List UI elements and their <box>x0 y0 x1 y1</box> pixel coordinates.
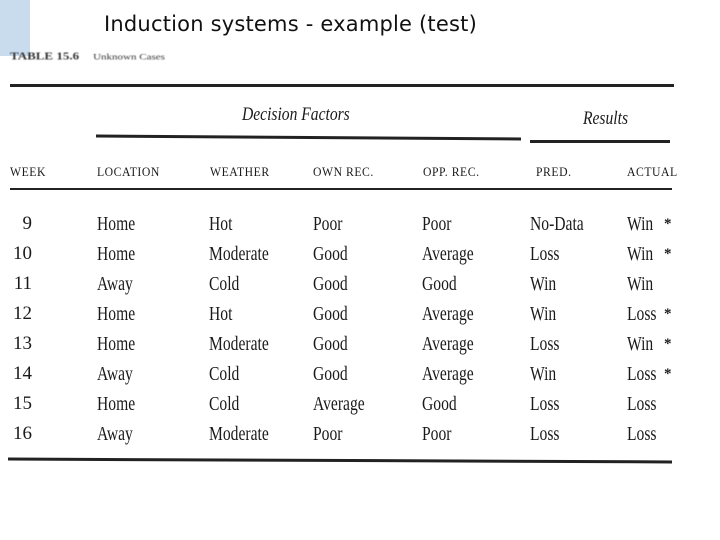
cell-actual: Win <box>627 213 654 235</box>
header-week: WEEK <box>10 164 46 179</box>
cell-actual: Loss <box>627 303 657 325</box>
header-location: LOCATION <box>97 164 160 179</box>
scanned-table <box>0 46 720 476</box>
cell-own-rec: Poor <box>313 423 343 445</box>
cell-actual: Win <box>627 333 654 355</box>
cell-location: Home <box>97 333 136 355</box>
header-weather: WEATHER <box>210 164 270 179</box>
table-caption-text: Unknown Cases <box>93 52 165 62</box>
cell-pred: Loss <box>530 333 560 355</box>
cell-own-rec: Poor <box>313 213 343 235</box>
cell-location: Home <box>97 393 136 415</box>
cell-week: 13 <box>13 333 32 354</box>
cell-weather: Cold <box>209 273 240 295</box>
cell-pred: Loss <box>530 393 560 415</box>
slide-title: Induction systems - example (test) <box>104 12 477 36</box>
cell-location: Away <box>97 273 133 295</box>
header-opp-rec: OPP. REC. <box>423 164 480 179</box>
cell-opp-rec: Average <box>422 333 474 355</box>
cell-pred: Loss <box>530 243 560 265</box>
mismatch-mark: * <box>664 306 672 322</box>
table-caption-label: TABLE 15.6 <box>10 50 80 62</box>
cell-pred: Win <box>530 273 557 295</box>
cell-own-rec: Good <box>313 243 348 265</box>
cell-actual: Loss <box>627 363 657 385</box>
cell-pred: Win <box>530 303 557 325</box>
cell-actual: Win <box>627 273 654 295</box>
cell-location: Home <box>97 303 136 325</box>
cell-actual: Loss <box>627 423 657 445</box>
cell-weather: Hot <box>209 213 233 235</box>
cell-actual: Win <box>627 243 654 265</box>
mismatch-mark: * <box>664 366 672 382</box>
cell-opp-rec: Good <box>422 273 457 295</box>
cell-own-rec: Average <box>313 393 365 415</box>
cell-opp-rec: Poor <box>422 213 452 235</box>
header-own-rec: OWN REC. <box>313 164 374 179</box>
cell-location: Away <box>97 423 133 445</box>
header-actual: ACTUAL <box>627 164 678 179</box>
cell-opp-rec: Average <box>422 303 474 325</box>
cell-weather: Moderate <box>209 423 269 445</box>
cell-opp-rec: Poor <box>422 423 452 445</box>
group-decision-factors: Decision Factors <box>242 104 350 125</box>
cell-weather: Cold <box>209 363 240 385</box>
top-rule <box>10 84 674 87</box>
cell-location: Away <box>97 363 133 385</box>
results-rule <box>530 140 670 143</box>
cell-week: 14 <box>13 363 32 384</box>
bottom-rule <box>8 458 672 464</box>
cell-opp-rec: Good <box>422 393 457 415</box>
mismatch-mark: * <box>664 246 672 262</box>
cell-week: 15 <box>13 393 32 414</box>
cell-weather: Cold <box>209 393 240 415</box>
cell-week: 12 <box>13 303 32 324</box>
cell-location: Home <box>97 243 136 265</box>
header-rule <box>10 188 672 190</box>
cell-location: Home <box>97 213 136 235</box>
mismatch-mark: * <box>664 216 672 232</box>
cell-pred: Win <box>530 363 557 385</box>
cell-actual: Loss <box>627 393 657 415</box>
cell-weather: Hot <box>209 303 233 325</box>
cell-week: 9 <box>22 213 32 234</box>
cell-weather: Moderate <box>209 333 269 355</box>
cell-own-rec: Good <box>313 303 348 325</box>
cell-week: 11 <box>13 273 32 294</box>
cell-pred: Loss <box>530 423 560 445</box>
header-pred: PRED. <box>536 164 572 179</box>
cell-own-rec: Good <box>313 273 348 295</box>
decision-rule <box>96 135 521 141</box>
cell-pred: No-Data <box>530 213 584 235</box>
cell-week: 16 <box>13 423 32 444</box>
group-results: Results <box>583 108 629 129</box>
cell-week: 10 <box>13 243 32 264</box>
cell-own-rec: Good <box>313 363 348 385</box>
table-caption <box>10 50 165 63</box>
cell-own-rec: Good <box>313 333 348 355</box>
cell-opp-rec: Average <box>422 243 474 265</box>
mismatch-mark: * <box>664 336 672 352</box>
cell-weather: Moderate <box>209 243 269 265</box>
cell-opp-rec: Average <box>422 363 474 385</box>
